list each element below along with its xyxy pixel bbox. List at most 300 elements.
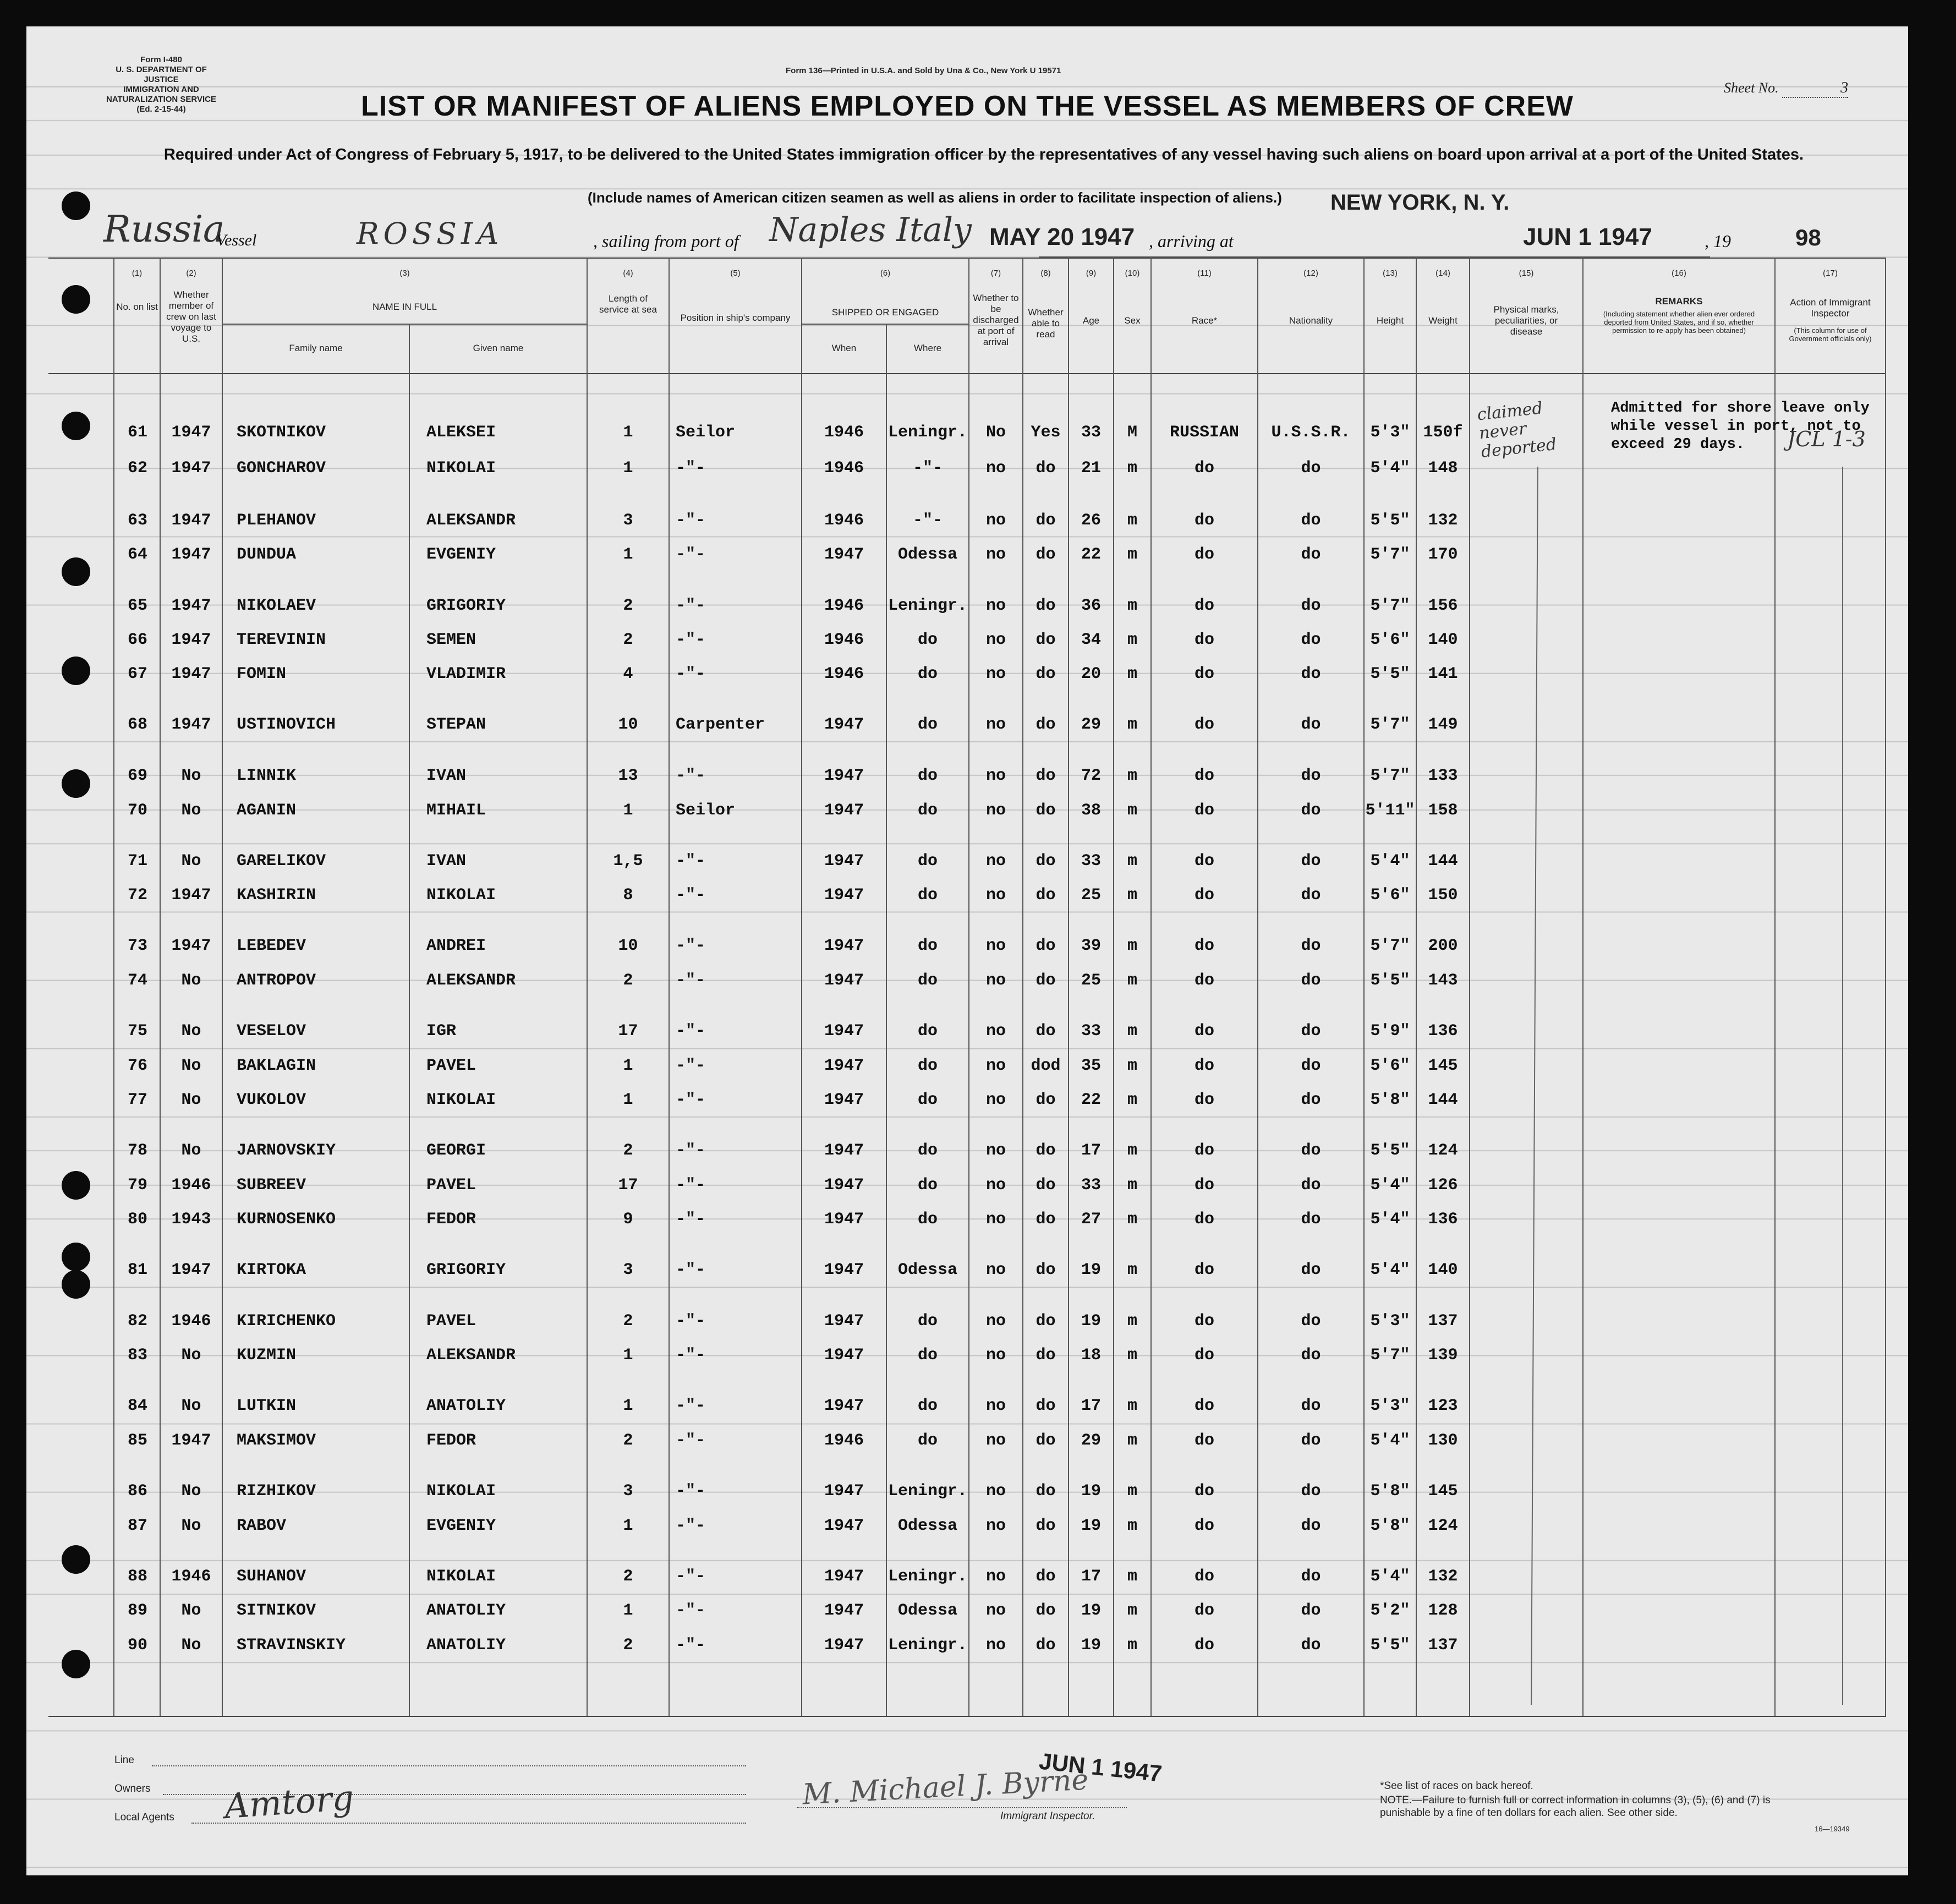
- cell-crew: No: [181, 767, 201, 785]
- cell-no: 74: [127, 971, 147, 990]
- cell-service: 2: [623, 1567, 633, 1586]
- cell-age: 19: [1081, 1601, 1101, 1620]
- cell-position: -"-: [676, 511, 706, 530]
- cell-where: do: [917, 971, 938, 990]
- col-14-num: (14): [1436, 269, 1450, 278]
- cell-disch: no: [985, 1141, 1006, 1160]
- cell-when: 1947: [824, 1517, 864, 1535]
- cell-where: do: [917, 1210, 938, 1229]
- cell-nat: do: [1301, 937, 1321, 955]
- cell-sex: m: [1127, 767, 1137, 785]
- cell-service: 3: [623, 511, 633, 530]
- cell-given: VLADIMIR: [426, 665, 506, 683]
- cell-when: 1947: [824, 1636, 864, 1655]
- cell-read: do: [1035, 1346, 1056, 1365]
- cell-no: 65: [127, 597, 147, 615]
- cell-no: 72: [127, 886, 147, 905]
- cell-position: -"-: [676, 665, 706, 683]
- cell-service: 2: [623, 1312, 633, 1331]
- cell-height: 5'3": [1370, 423, 1410, 442]
- cell-sex: m: [1127, 511, 1137, 530]
- cell-when: 1947: [824, 1261, 864, 1279]
- inspector-rule: [797, 1807, 1127, 1808]
- include-note: (Include names of American citizen seamen as well as aliens in order to facilitate inspection of aliens.): [588, 189, 1282, 206]
- country-handwriting: Russia: [103, 208, 225, 250]
- cell-when: 1947: [824, 971, 864, 990]
- cell-when: 1946: [824, 1431, 864, 1450]
- page-number: 98: [1795, 225, 1821, 250]
- cell-where: do: [917, 1176, 938, 1195]
- cell-given: NIKOLAI: [426, 1091, 496, 1109]
- cell-race: do: [1194, 1567, 1214, 1586]
- cell-when: 1947: [824, 1176, 864, 1195]
- cell-crew: 1947: [171, 1261, 211, 1279]
- cell-read: do: [1035, 1261, 1056, 1279]
- cell-no: 66: [127, 631, 147, 649]
- edition: (Ed. 2-15-44): [136, 105, 186, 114]
- cell-crew: 1947: [171, 1431, 211, 1450]
- cell-race: do: [1194, 1482, 1214, 1501]
- inspection-date-stamp: JUN 1 1947: [1038, 1748, 1164, 1787]
- cell-where: do: [917, 801, 938, 820]
- cell-read: do: [1035, 1091, 1056, 1109]
- cell-race: do: [1194, 665, 1214, 683]
- cell-no: 77: [127, 1091, 147, 1109]
- cell-service: 1: [623, 1091, 633, 1109]
- cell-race: do: [1194, 1636, 1214, 1655]
- cell-crew: No: [181, 1091, 201, 1109]
- cell-age: 34: [1081, 631, 1101, 649]
- cell-disch: no: [985, 1482, 1006, 1501]
- cell-sex: m: [1127, 1176, 1137, 1195]
- cell-position: -"-: [676, 1567, 706, 1586]
- cell-read: do: [1035, 715, 1056, 734]
- cell-read: do: [1035, 511, 1056, 530]
- cell-sex: m: [1127, 1567, 1137, 1586]
- cell-family: KUZMIN: [237, 1346, 297, 1365]
- cell-disch: no: [985, 1091, 1006, 1109]
- col-3-sub-family: Family name: [289, 343, 343, 353]
- cell-crew: 1947: [171, 665, 211, 683]
- cell-race: do: [1194, 1057, 1214, 1075]
- cell-service: 2: [623, 1636, 633, 1655]
- cell-nat: do: [1301, 1210, 1321, 1229]
- cell-race: do: [1194, 459, 1214, 478]
- physical-marks-ditto-line: [1531, 467, 1538, 1705]
- cell-given: ALEKSANDR: [426, 1346, 516, 1365]
- cell-no: 73: [127, 937, 147, 955]
- service: IMMIGRATION AND NATURALIZATION SERVICE: [106, 85, 216, 104]
- vessel-name: ROSSIA: [357, 216, 503, 251]
- cell-weight: 124: [1428, 1141, 1458, 1160]
- cell-height: 5'7": [1370, 937, 1410, 955]
- cell-family: KASHIRIN: [237, 886, 316, 905]
- cell-sex: m: [1127, 1346, 1137, 1365]
- cell-weight: 136: [1428, 1022, 1458, 1041]
- cell-service: 1: [623, 423, 633, 442]
- cell-race: do: [1194, 631, 1214, 649]
- cell-crew: 1947: [171, 423, 211, 442]
- cell-race: do: [1194, 1176, 1214, 1195]
- cell-where: Odessa: [897, 1517, 958, 1535]
- cell-crew: 1947: [171, 715, 211, 734]
- cell-no: 83: [127, 1346, 147, 1365]
- cell-where: do: [917, 1431, 938, 1450]
- cell-given: EVGENIY: [426, 1517, 496, 1535]
- cell-read: do: [1035, 886, 1056, 905]
- cell-height: 5'5": [1370, 1636, 1410, 1655]
- cell-race: do: [1194, 1022, 1214, 1041]
- cell-when: 1946: [824, 631, 864, 649]
- cell-sex: m: [1127, 1397, 1137, 1415]
- cell-no: 90: [127, 1636, 147, 1655]
- cell-disch: no: [985, 1022, 1006, 1041]
- cell-read: do: [1035, 971, 1056, 990]
- cell-race: do: [1194, 852, 1214, 871]
- cell-nat: do: [1301, 665, 1321, 683]
- cell-age: 17: [1081, 1567, 1101, 1586]
- cell-position: -"-: [676, 1141, 706, 1160]
- cell-crew: No: [181, 1141, 201, 1160]
- cell-when: 1947: [824, 1210, 864, 1229]
- cell-when: 1946: [824, 459, 864, 478]
- cell-age: 29: [1081, 1431, 1101, 1450]
- cell-height: 5'4": [1370, 1261, 1410, 1279]
- cell-given: ANDREI: [426, 937, 486, 955]
- cell-when: 1946: [824, 511, 864, 530]
- cell-disch: no: [985, 1057, 1006, 1075]
- cell-age: 72: [1081, 767, 1101, 785]
- cell-service: 17: [618, 1022, 638, 1041]
- remarks-line-1: Admitted for shore leave only: [1611, 400, 1870, 417]
- col-11-label: Race*: [1191, 315, 1218, 326]
- cell-nat: do: [1301, 1431, 1321, 1450]
- cell-weight: 140: [1428, 631, 1458, 649]
- cell-sex: m: [1127, 1261, 1137, 1279]
- cell-disch: no: [985, 852, 1006, 871]
- penalty-note: NOTE.—Failure to furnish full or correct information in columns (3), (5), (6) and (7) is punishable by a fine of ten dollars for each alien. See other side.: [1380, 1794, 1771, 1819]
- form-code: 16—19349: [1815, 1825, 1850, 1833]
- cell-race: do: [1194, 545, 1214, 564]
- cell-sex: m: [1127, 1022, 1137, 1041]
- cell-disch: no: [985, 1636, 1006, 1655]
- col-6-sub-where: Where: [913, 343, 942, 353]
- department: U. S. DEPARTMENT OF JUSTICE: [116, 65, 207, 84]
- cell-sex: m: [1127, 715, 1137, 734]
- cell-position: -"-: [676, 1397, 706, 1415]
- cell-weight: 170: [1428, 545, 1458, 564]
- cell-weight: 200: [1428, 937, 1458, 955]
- cell-where: do: [917, 665, 938, 683]
- cell-race: do: [1194, 971, 1214, 990]
- cell-family: AGANIN: [237, 801, 297, 820]
- cell-read: do: [1035, 937, 1056, 955]
- col-17-num: (17): [1823, 269, 1838, 278]
- cell-height: 5'7": [1370, 1346, 1410, 1365]
- cell-height: 5'7": [1370, 715, 1410, 734]
- col-17-sub: (This column for use of Government officials only): [1789, 326, 1872, 343]
- cell-position: -"-: [676, 1346, 706, 1365]
- page-subtitle: Required under Act of Congress of February 5, 1917, to be delivered to the United States immigration officer by the representatives of any vessel having such aliens on board upon arrival at a port of the United States.: [163, 146, 1804, 163]
- cell-weight: 143: [1428, 971, 1458, 990]
- col-16-num: (16): [1672, 269, 1686, 278]
- cell-nat: do: [1301, 1636, 1321, 1655]
- cell-position: Seilor: [676, 801, 736, 820]
- cell-family: SUHANOV: [237, 1567, 306, 1586]
- cell-when: 1947: [824, 1482, 864, 1501]
- cell-sex: m: [1127, 1091, 1137, 1109]
- cell-where: Odessa: [897, 1261, 958, 1279]
- cell-disch: no: [985, 1346, 1006, 1365]
- cell-no: 69: [127, 767, 147, 785]
- cell-age: 38: [1081, 801, 1101, 820]
- cell-sex: m: [1127, 971, 1137, 990]
- col-7-num: (7): [990, 269, 1001, 278]
- cell-height: 5'9": [1370, 1022, 1410, 1041]
- cell-service: 2: [623, 631, 633, 649]
- cell-service: 2: [623, 1141, 633, 1160]
- col-9-label: Age: [1082, 315, 1100, 326]
- cell-service: 1: [623, 1397, 633, 1415]
- cell-position: -"-: [676, 1636, 706, 1655]
- cell-given: STEPAN: [426, 715, 486, 734]
- cell-weight: 139: [1428, 1346, 1458, 1365]
- cell-weight: 158: [1428, 801, 1458, 820]
- col-3-sub-given: Given name: [473, 343, 524, 353]
- col-10-num: (10): [1125, 269, 1140, 278]
- cell-where: do: [917, 631, 938, 649]
- cell-where: do: [917, 1346, 938, 1365]
- cell-nat: do: [1301, 1482, 1321, 1501]
- cell-position: Seilor: [676, 423, 736, 442]
- cell-race: do: [1194, 1141, 1214, 1160]
- cell-nat: do: [1301, 631, 1321, 649]
- cell-read: do: [1035, 459, 1056, 478]
- cell-service: 1: [623, 459, 633, 478]
- cell-family: KIRICHENKO: [237, 1312, 336, 1331]
- cell-given: GRIGORIY: [426, 597, 506, 615]
- cell-sex: m: [1127, 1210, 1137, 1229]
- cell-no: 88: [127, 1567, 147, 1586]
- cell-height: 5'4": [1370, 1567, 1410, 1586]
- cell-age: 19: [1081, 1312, 1101, 1331]
- cell-sex: m: [1127, 1431, 1137, 1450]
- col-8-label: Whether able to read: [1028, 307, 1064, 340]
- inspector-ditto-line: [1842, 467, 1843, 1705]
- cell-service: 10: [618, 715, 638, 734]
- header-bottom-rule: [48, 373, 1886, 374]
- cell-age: 33: [1081, 852, 1101, 871]
- vessel-label: Vessel: [216, 231, 257, 249]
- cell-nat: do: [1301, 971, 1321, 990]
- cell-height: 5'4": [1370, 852, 1410, 871]
- cell-service: 1: [623, 801, 633, 820]
- cell-service: 2: [623, 597, 633, 615]
- cell-disch: no: [985, 1397, 1006, 1415]
- cell-when: 1947: [824, 767, 864, 785]
- cell-when: 1946: [824, 665, 864, 683]
- page-title: LIST OR MANIFEST OF ALIENS EMPLOYED ON THE VESSEL AS MEMBERS OF CREW: [361, 90, 1574, 122]
- cell-crew: 1947: [171, 597, 211, 615]
- cell-sex: m: [1127, 1057, 1137, 1075]
- cell-service: 13: [618, 767, 638, 785]
- cell-weight: 132: [1428, 511, 1458, 530]
- cell-age: 22: [1081, 545, 1101, 564]
- cell-crew: 1946: [171, 1312, 211, 1331]
- cell-given: IVAN: [426, 852, 467, 871]
- cell-age: 39: [1081, 937, 1101, 955]
- races-note: *See list of races on back hereof.: [1380, 1780, 1533, 1792]
- cell-crew: No: [181, 1482, 201, 1501]
- cell-given: NIKOLAI: [426, 459, 496, 478]
- cell-no: 89: [127, 1601, 147, 1620]
- cell-age: 29: [1081, 715, 1101, 734]
- cell-disch: no: [985, 597, 1006, 615]
- cell-nat: do: [1301, 1091, 1321, 1109]
- cell-height: 5'8": [1370, 1517, 1410, 1535]
- cell-disch: no: [985, 459, 1006, 478]
- cell-crew: No: [181, 801, 201, 820]
- cell-sex: m: [1127, 1636, 1137, 1655]
- cell-position: -"-: [676, 1022, 706, 1041]
- cell-race: do: [1194, 597, 1214, 615]
- cell-given: FEDOR: [426, 1210, 476, 1229]
- cell-race: do: [1194, 1601, 1214, 1620]
- cell-race: do: [1194, 767, 1214, 785]
- cell-nat: do: [1301, 1567, 1321, 1586]
- cell-service: 10: [618, 937, 638, 955]
- cell-nat: do: [1301, 801, 1321, 820]
- cell-sex: m: [1127, 1482, 1137, 1501]
- cell-given: NIKOLAI: [426, 886, 496, 905]
- cell-read: do: [1035, 1176, 1056, 1195]
- cell-where: Leningr.: [887, 423, 968, 442]
- cell-nat: do: [1301, 1346, 1321, 1365]
- cell-read: do: [1035, 1312, 1056, 1331]
- cell-given: ALEKSEI: [426, 423, 496, 442]
- sailing-date-stamp: MAY 20 1947: [989, 223, 1135, 250]
- cell-age: 17: [1081, 1397, 1101, 1415]
- cell-crew: No: [181, 852, 201, 871]
- cell-age: 20: [1081, 665, 1101, 683]
- cell-disch: no: [985, 665, 1006, 683]
- cell-height: 5'7": [1370, 545, 1410, 564]
- cell-where: Leningr.: [887, 1567, 968, 1586]
- cell-sex: m: [1127, 886, 1137, 905]
- cell-nat: do: [1301, 1141, 1321, 1160]
- cell-crew: No: [181, 1057, 201, 1075]
- cell-race: do: [1194, 1210, 1214, 1229]
- cell-crew: No: [181, 1517, 201, 1535]
- cell-where: do: [917, 1141, 938, 1160]
- cell-no: 64: [127, 545, 147, 564]
- cell-weight: 150: [1428, 886, 1458, 905]
- cell-weight: 137: [1428, 1312, 1458, 1331]
- cell-read: Yes: [1031, 423, 1061, 442]
- cell-crew: No: [181, 1397, 201, 1415]
- cell-disch: no: [985, 715, 1006, 734]
- cell-nat: do: [1301, 1312, 1321, 1331]
- cell-height: 5'7": [1370, 597, 1410, 615]
- cell-weight: 130: [1428, 1431, 1458, 1450]
- cell-service: 2: [623, 971, 633, 990]
- manifest-sheet: [26, 26, 1908, 1875]
- cell-disch: no: [985, 1517, 1006, 1535]
- cell-read: do: [1035, 767, 1056, 785]
- cell-nat: do: [1301, 715, 1321, 734]
- cell-where: do: [917, 1057, 938, 1075]
- cell-nat: U.S.S.R.: [1271, 423, 1351, 442]
- col-13-label: Height: [1376, 315, 1404, 326]
- cell-where: do: [917, 852, 938, 871]
- cell-position: -"-: [676, 852, 706, 871]
- cell-weight: 141: [1428, 665, 1458, 683]
- cell-given: IGR: [426, 1022, 457, 1041]
- cell-weight: 145: [1428, 1057, 1458, 1075]
- cell-race: RUSSIAN: [1169, 423, 1240, 442]
- cell-age: 21: [1081, 459, 1101, 478]
- cell-family: BAKLAGIN: [237, 1057, 316, 1075]
- agents-signature: Amtorg: [223, 1777, 355, 1827]
- cell-height: 5'4": [1370, 1210, 1410, 1229]
- cell-age: 33: [1081, 423, 1101, 442]
- cell-service: 9: [623, 1210, 633, 1229]
- cell-weight: 144: [1428, 1091, 1458, 1109]
- col-1-num: (1): [132, 269, 143, 278]
- arriving-date-stamp: JUN 1 1947: [1523, 223, 1652, 250]
- col-10-label: Sex: [1124, 315, 1141, 326]
- cell-family: DUNDUA: [237, 545, 297, 564]
- cell-where: Odessa: [897, 1601, 958, 1620]
- cell-when: 1946: [824, 597, 864, 615]
- cell-when: 1947: [824, 1141, 864, 1160]
- cell-disch: no: [985, 971, 1006, 990]
- cell-weight: 136: [1428, 1210, 1458, 1229]
- cell-given: MIHAIL: [426, 801, 486, 820]
- col-17-label: Action of Immigrant Inspector: [1790, 297, 1871, 319]
- cell-position: -"-: [676, 937, 706, 955]
- cell-race: do: [1194, 1517, 1214, 1535]
- cell-nat: do: [1301, 545, 1321, 564]
- cell-service: 1: [623, 1601, 633, 1620]
- cell-age: 25: [1081, 886, 1101, 905]
- cell-read: do: [1035, 1210, 1056, 1229]
- cell-family: STRAVINSKIY: [237, 1636, 346, 1655]
- cell-when: 1947: [824, 937, 864, 955]
- cell-sex: M: [1127, 423, 1137, 442]
- cell-position: -"-: [676, 1431, 706, 1450]
- cell-sex: m: [1127, 1312, 1137, 1331]
- cell-family: KIRTOKA: [237, 1261, 306, 1279]
- cell-disch: no: [985, 1601, 1006, 1620]
- cell-nat: do: [1301, 886, 1321, 905]
- cell-given: NIKOLAI: [426, 1482, 496, 1501]
- cell-read: do: [1035, 1397, 1056, 1415]
- cell-height: 5'5": [1370, 1141, 1410, 1160]
- cell-height: 5'6": [1370, 886, 1410, 905]
- cell-height: 5'8": [1370, 1482, 1410, 1501]
- cell-crew: 1947: [171, 459, 211, 478]
- cell-age: 19: [1081, 1636, 1101, 1655]
- cell-given: PAVEL: [426, 1057, 476, 1075]
- cell-weight: 148: [1428, 459, 1458, 478]
- cell-disch: No: [985, 423, 1006, 442]
- col-11-num: (11): [1197, 269, 1212, 278]
- cell-given: ANATOLIY: [426, 1636, 506, 1655]
- cell-height: 5'6": [1370, 1057, 1410, 1075]
- cell-family: KURNOSENKO: [237, 1210, 336, 1229]
- sheet-label: Sheet No.: [1724, 80, 1779, 96]
